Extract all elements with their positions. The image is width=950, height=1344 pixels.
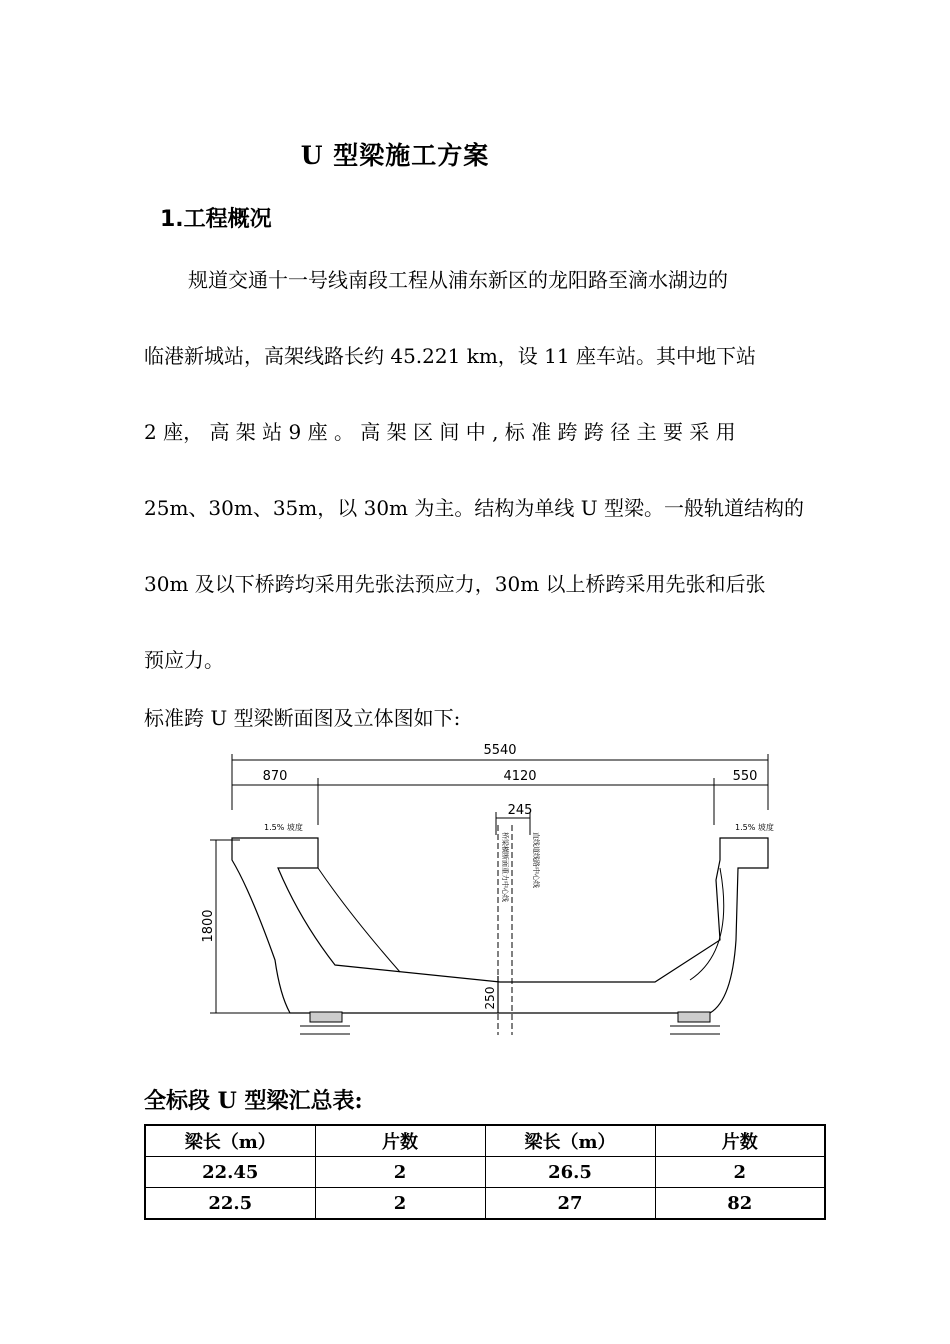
paragraph-line: 2 座， 高 架 站 9 座 。 高 架 区 间 中 , 标 准 跨 跨 径 主 要 采 用 <box>144 420 736 444</box>
slope-right-label: 1.5% 坡度 <box>735 823 774 832</box>
dim-right-label: 550 <box>732 769 758 784</box>
table-cell: 2 <box>655 1157 825 1188</box>
header-cell: 梁长（m） <box>485 1125 655 1157</box>
u-beam-outline <box>232 838 768 1013</box>
paragraph-line: 临港新城站，高架线路长约 45.221 km，设 11 座车站。其中地下站 <box>144 344 756 368</box>
slope-left-label: 1.5% 坡度 <box>264 823 303 832</box>
dim-245-label: 245 <box>507 803 533 818</box>
table-title: 全标段 U 型梁汇总表: <box>144 1088 363 1114</box>
table-cell: 22.45 <box>145 1157 315 1188</box>
table-header-row <box>145 1125 825 1157</box>
paragraph-line: 规道交通十一号线南段工程从浦东新区的龙阳路至滴水湖边的 <box>188 268 728 292</box>
header-cell: 梁长（m） <box>145 1125 315 1157</box>
section-heading: 1.工程概况 <box>160 207 272 232</box>
header-cell: 片数 <box>655 1125 825 1157</box>
dim-mid-label: 4120 <box>503 769 537 784</box>
table-cell: 2 <box>315 1157 485 1188</box>
center-label-a: 桥梁横断面重力中心线 <box>501 832 509 902</box>
paragraph-line: 30m 及以下桥跨均采用先张法预应力，30m 以上桥跨采用先张和后张 <box>144 572 766 596</box>
dim-250-label: 250 <box>483 986 497 1010</box>
figure-caption: 标准跨 U 型梁断面图及立体图如下: <box>144 706 461 730</box>
paragraph-line: 25m、30m、35m，以 30m 为主。结构为单线 U 型梁。一般轨道结构的 <box>144 496 804 520</box>
bearing-left <box>310 1012 342 1022</box>
u-beam-cross-section-drawing <box>200 740 790 1050</box>
document-title: U 型梁施工方案 <box>300 141 490 170</box>
table-row <box>145 1188 825 1220</box>
table-cell: 27 <box>485 1188 655 1220</box>
u-beam-summary-table <box>144 1124 826 1220</box>
center-label-b: 直线道线路中心线 <box>532 832 540 888</box>
dim-left-label: 870 <box>262 769 288 784</box>
dim-height-label: 1800 <box>201 909 216 943</box>
table-cell: 2 <box>315 1188 485 1220</box>
paragraph-line: 预应力。 <box>144 648 224 672</box>
bearing-right <box>678 1012 710 1022</box>
table-cell: 82 <box>655 1188 825 1220</box>
table-cell: 22.5 <box>145 1188 315 1220</box>
table-cell: 26.5 <box>485 1157 655 1188</box>
header-cell: 片数 <box>315 1125 485 1157</box>
table-row <box>145 1157 825 1188</box>
overview-paragraph <box>144 242 806 698</box>
dim-total-label: 5540 <box>483 743 517 758</box>
